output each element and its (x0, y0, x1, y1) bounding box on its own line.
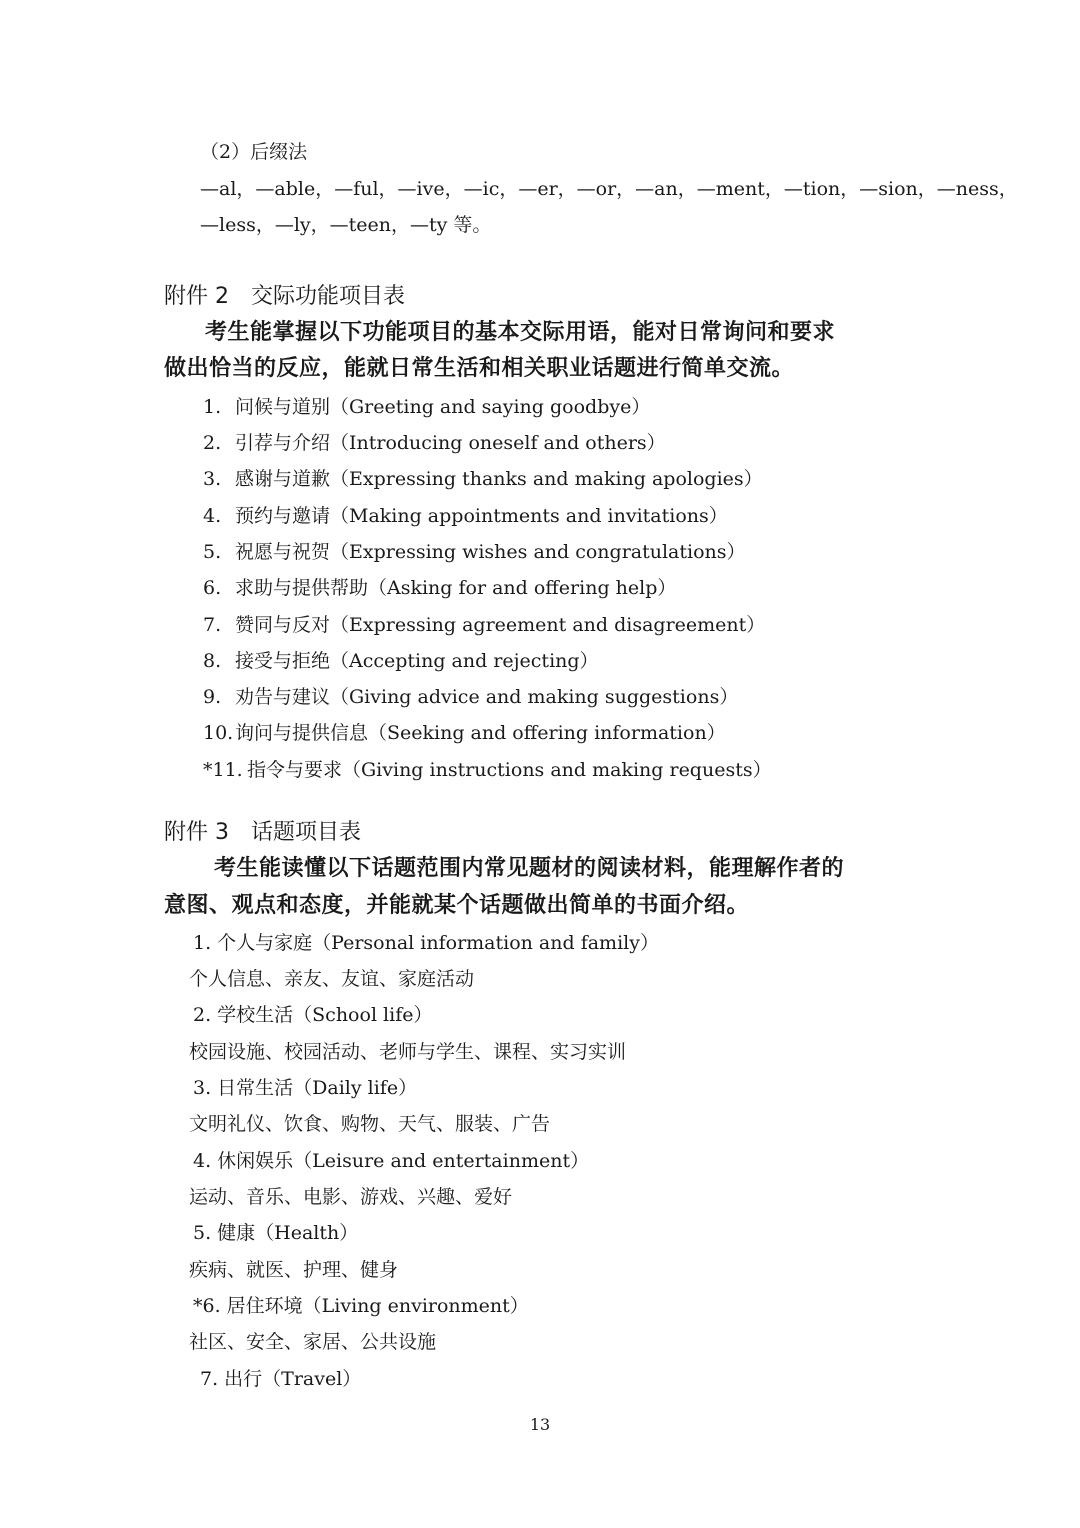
list-item: 6. 求助与提供帮助（Asking for and offering help） (203, 577, 677, 599)
list-item: 10.询问与提供信息（Seeking and offering information） (203, 722, 726, 744)
topic-title: 5. 健康（Health） (193, 1222, 359, 1244)
list-item: 9. 劝告与建议（Giving advice and making suggestions） (203, 686, 739, 708)
appendix3-intro-line-1: 考生能读懂以下话题范围内常见题材的阅读材料，能理解作者的 (214, 856, 845, 881)
topic-title: 4. 休闲娱乐（Leisure and entertainment） (193, 1150, 590, 1172)
appendix2-intro-line-2: 做出恰当的反应，能就日常生活和相关职业话题进行简单交流。 (164, 356, 795, 381)
suffix-line-1: —al，—able，—ful，—ive，—ic，—er，—or，—an，—ment，—tion，—sion，—ness， (200, 178, 1018, 200)
list-item: 5. 祝愿与祝贺（Expressing wishes and congratulations） (203, 541, 746, 563)
topic-title: 3. 日常生活（Daily life） (193, 1077, 418, 1099)
list-item: 3. 感谢与道歉（Expressing thanks and making apologies） (203, 468, 763, 490)
appendix3-heading: 附件 3 话题项目表 (164, 820, 361, 845)
list-item: 1. 问候与道别（Greeting and saying goodbye） (203, 396, 651, 418)
list-item: *11. 指令与要求（Giving instructions and making requests） (203, 759, 772, 781)
topic-subtopics: 疾病、就医、护理、健身 (189, 1259, 399, 1281)
topic-title: *6. 居住环境（Living environment） (193, 1295, 529, 1317)
topic-title: 7. 出行（Travel） (200, 1368, 362, 1390)
page-number: 13 (529, 1415, 551, 1434)
topic-subtopics: 运动、音乐、电影、游戏、兴趣、爱好 (189, 1186, 513, 1208)
list-item: 4. 预约与邀请（Making appointments and invitations） (203, 505, 728, 527)
list-item: 8. 接受与拒绝（Accepting and rejecting） (203, 650, 599, 672)
appendix3-intro-line-2: 意图、观点和态度，并能就某个话题做出简单的书面介绍。 (164, 893, 750, 918)
suffix-line-2: —less，—ly，—teen，—ty 等。 (200, 214, 492, 236)
appendix2-heading: 附件 2 交际功能项目表 (164, 284, 405, 309)
list-item: 2. 引荐与介绍（Introducing oneself and others） (203, 432, 666, 454)
topic-subtopics: 社区、安全、家居、公共设施 (189, 1331, 437, 1353)
topic-title: 1. 个人与家庭（Personal information and family） (193, 932, 659, 954)
topic-subtopics: 个人信息、亲友、友谊、家庭活动 (189, 968, 475, 990)
topic-subtopics: 校园设施、校园活动、老师与学生、课程、实习实训 (189, 1041, 627, 1063)
list-item: 7. 赞同与反对（Expressing agreement and disagreement） (203, 614, 766, 636)
appendix2-intro-line-1: 考生能掌握以下功能项目的基本交际用语，能对日常询问和要求 (205, 320, 836, 345)
topic-subtopics: 文明礼仪、饮食、购物、天气、服装、广告 (189, 1113, 551, 1135)
topic-title: 2. 学校生活（School life） (193, 1004, 433, 1026)
suffix-title: （2）后缀法 (200, 141, 308, 163)
